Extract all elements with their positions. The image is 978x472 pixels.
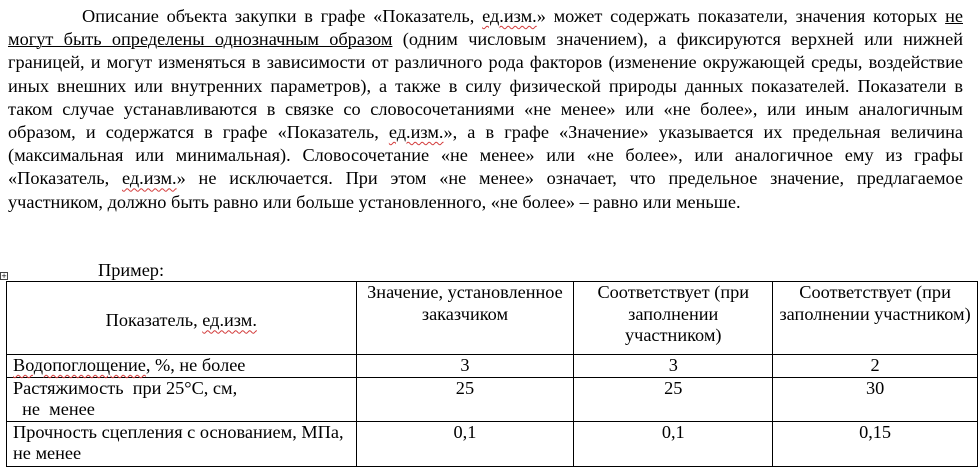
table-row (7, 377, 978, 421)
description-paragraph (8, 5, 963, 214)
row-value: 0,1 (356, 421, 574, 466)
row-indicator: Водопоглощение, %, не более (7, 355, 357, 378)
header-matches-1: Соответствует (при заполнении участником) (574, 282, 773, 355)
paragraph-part-5: » не исключается. При этом «не менее» означает, что предельное значение, предлагаемое участником, должно быть равно или больше установленного, «не более» – равно или меньше. (8, 168, 963, 212)
paragraph-unit-term-2: ед.изм. (388, 122, 444, 143)
row-participant-value-2: 0,15 (773, 421, 978, 466)
row-participant-value-1: 25 (574, 377, 773, 421)
table-row (7, 421, 978, 466)
example-label: Пример: (98, 260, 165, 280)
paragraph-part-4: », а в графе «Значение» указывается их предельная величина (максимальная или минимальная). Словосочетание «не менее» или «не более», или аналогичное ему из графы «Показатель, (8, 122, 963, 189)
paragraph-part-2: » может содержать показатели, значения которых (536, 6, 946, 26)
table-header-row (7, 282, 978, 355)
underlined-phrase: не могут быть определены однозначным образом (8, 6, 963, 50)
row-participant-value-1: 3 (574, 355, 773, 378)
paragraph-unit-term-3: ед.изм. (121, 168, 177, 189)
header-unit-term: ед.изм. (202, 310, 257, 331)
row-indicator: Прочность сцепления с основанием, МПа, не менее (7, 421, 357, 466)
paragraph-part-1: Описание объекта закупки в графе « (82, 6, 383, 26)
row-participant-value-2: 2 (773, 355, 978, 378)
row-participant-value-2: 30 (773, 377, 978, 421)
paragraph-term-1: Показатель, (382, 6, 483, 26)
row-indicator: Растяжимость при 25°С, см, не менее (7, 377, 357, 421)
row-value: 3 (356, 355, 574, 378)
header-indicator: Показатель, ед.изм. (7, 282, 357, 355)
paragraph-part-3: (одним числовым значением), а фиксируются верхней или нижней границей, и могут изменяться в зависимости от различного рода факторов (изменение окружающей среды, воздействие иных внешних или внутренних параметров), а также в силу физической природы данных показателей. Показатели в таком случае устанавливаются в связке со словосочетаниями «не менее» или «не более», или иным аналогичным образом, и содержатся в графе «Показатель, (8, 29, 963, 143)
header-matches-2: Соответствует (при заполнении участником) (773, 282, 978, 355)
table-move-handle-icon[interactable]: + (1, 272, 7, 280)
example-table (6, 281, 978, 467)
row-value: 25 (356, 377, 574, 421)
paragraph-unit-term-1: ед.изм. (482, 6, 537, 26)
row-participant-value-1: 0,1 (574, 421, 773, 466)
row-name-term: Водопоглощение (13, 355, 146, 375)
table-row (7, 355, 978, 378)
header-value: Значение, установленное заказчиком (356, 282, 574, 355)
